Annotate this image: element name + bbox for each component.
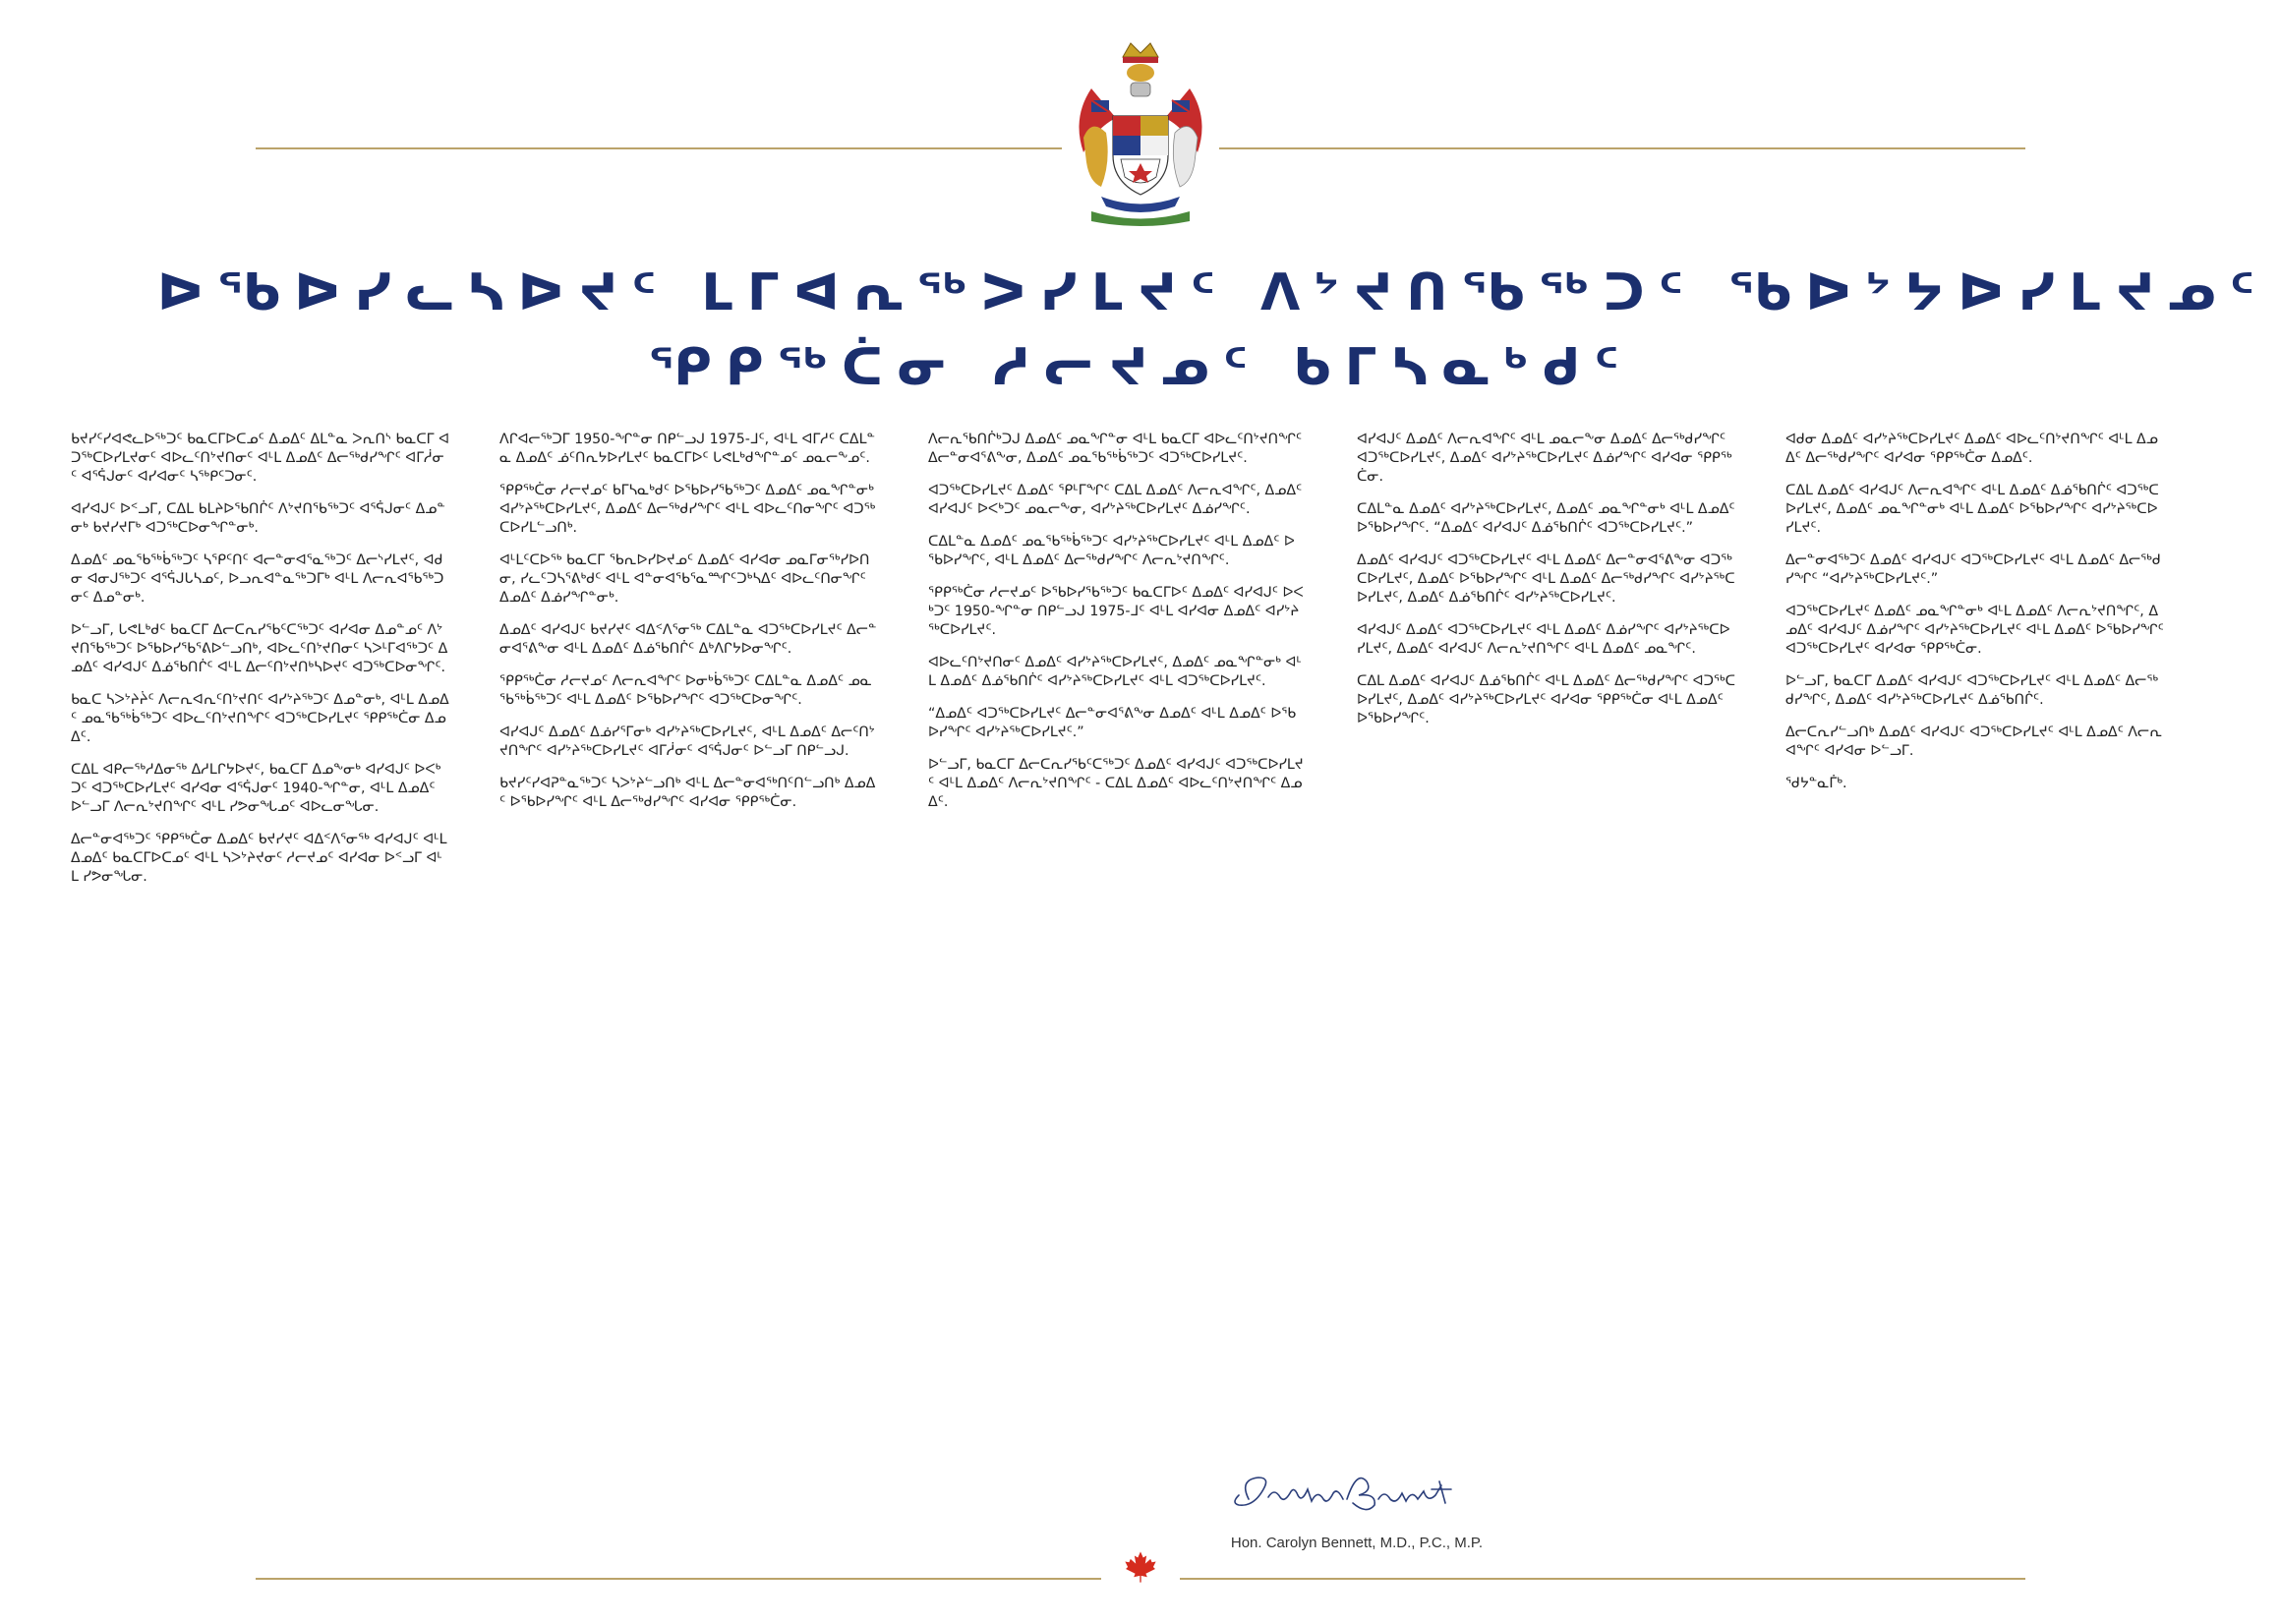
paragraph: ᐃᓕᓐᓂᐊᖅᑐᑦ ᐃᓄᐃᑦ ᐊᓯᐊᒍᑦ ᐊᑐᖅᑕᐅᓯᒪᔪᑦ ᐊᒻᒪ ᐃᓄᐃᑦ ᐃᓕᖅᑯᓯᖏᑦ “ᐊᓯᔾᔨᖅᑕᐅᓯᒪᔪᑦ.” <box>1785 552 2161 587</box>
paragraph: ᐃᓕᓐᓂᐊᖅᑐᑦ ᕿᑭᖅᑖᓂ ᐃᓄᐃᑦ ᑲᔪᓯᔪᑦ ᐊᐃᑉᐱᕐᓂᖅ ᐊᓯᐊᒍᑦ ᐊᒻᒪ ᐃᓄᐃᑦ ᑲᓇᑕᒥᐅᑕᓄᑦ ᐊᒻᒪ ᓴᐳᔾᔨᔪᓂᑦ ᓱᓕᔪᓄᑦ ᐊᓯᐊᓂ ᐅᑉᓗᒥ ᐊᒻᒪ ᓯᕗᓂᖓᓂ. <box>71 832 447 885</box>
text-column-1 <box>71 431 449 900</box>
paragraph: ᐱᒋᐊᓕᖅᑐᒥ 1950-ᖏᓐᓂ ᑎᑭᓪᓗᒍ 1975-ᒧᑦ, ᐊᒻᒪ ᐊᒥᓱᑦ ᑕᐃᒪᓐᓇ ᐃᓄᐃᑦ ᓅᑦᑎᕆᔭᐅᓯᒪᔪᑦ ᑲᓇᑕᒥᐅᑦ ᒐᕙᒪᒃᑯᖏᓐᓄᑦ ᓄᓇᓕᖕᓄᑦ. <box>499 432 875 466</box>
bottom-right-rule <box>1180 1578 2025 1580</box>
handwritten-signature <box>1209 1460 1504 1529</box>
paragraph: ᐊᓯᐊᒍᑦ ᐃᓄᐃᑦ ᐊᑐᖅᑕᐅᓯᒪᔪᑦ ᐊᒻᒪ ᐃᓄᐃᑦ ᐃᓅᓯᖏᑦ ᐊᓯᔾᔨᖅᑕᐅᓯᒪᔪᑦ, ᐃᓄᐃᑦ ᐊᓯᐊᒍᑦ ᐱᓕᕆᔾᔪᑎᖏᑦ ᐊᒻᒪ ᐃᓄᐃᑦ ᓄᓇᖏᑦ. <box>1357 622 1730 657</box>
paragraph: ᐃᓄᐃᑦ ᐊᓯᐊᒍᑦ ᑲᔪᓯᔪᑦ ᐊᐃᑉᐱᕐᓂᖅ ᑕᐃᒪᓐᓇ ᐊᑐᖅᑕᐅᓯᒪᔪᑦ ᐃᓕᓐᓂᐊᕐᕕᖕᓂ ᐊᒻᒪ ᐃᓄᐃᑦ ᐃᓅᖃᑎᒌᑦ ᐃᒃᐱᒋᔭᐅᓂᖏᑦ. <box>499 622 877 657</box>
page-title-line-1: ᐅᖃᐅᓯᓚᓴᐅᔪᑦ ᒪᒥᐊᕆᖅᐳᓯᒪᔪᑦ ᐱᔾᔪᑎᖃᖅᑐᑦ ᖃᐅᔾᔭᐅᓯᒪᔪᓄᑦ <box>157 263 2268 322</box>
paragraph: ᐅᓪᓗᒥ, ᒐᕙᒪᒃᑯᑦ ᑲᓇᑕᒥ ᐃᓕᑕᕆᓯᖃᑦᑕᖅᑐᑦ ᐊᓯᐊᓂ ᐃᓄᓐᓄᑦ ᐱᔾᔪᑎᖃᖅᑐᑦ ᐅᖃᐅᓯᖃᕐᕕᐅᓪᓗᑎᒃ, ᐊᐅᓚᑦᑎᔾᔪᑎᓂᑦ ᓴᐳᒻᒥᐊᖅᑐᑦ ᐃᓄᐃᑦ ᐊᓯᐊᒍᑦ ᐃᓅᖃᑎᒌᑦ ᐊᒻᒪ ᐃᓕᑦᑎᔾᔪᑎᒃᓴᐅᔪᑦ ᐊᑐᖅᑕᐅᓂᖏᑦ. <box>71 622 448 675</box>
top-right-rule <box>1219 147 2025 149</box>
paragraph: ᕿᑭᖅᑖᓂ ᓱᓕᔪᓄᑦ ᐱᓕᕆᐊᖏᑦ ᐅᓂᒃᑳᖅᑐᑦ ᑕᐃᒪᓐᓇ ᐃᓄᐃᑦ ᓄᓇᖃᖅᑳᖅᑐᑦ ᐊᒻᒪ ᐃᓄᐃᑦ ᐅᖃᐅᓯᖏᑦ ᐊᑐᖅᑕᐅᓂᖏᑦ. <box>499 673 872 708</box>
paragraph: ᑲᔪᓯᑦᓯᐊᕈᓐᓇᖅᑐᑦ ᓴᐳᔾᔨᓪᓗᑎᒃ ᐊᒻᒪ ᐃᓕᓐᓂᐊᖅᑎᑦᑎᓪᓗᑎᒃ ᐃᓄᐃᑦ ᐅᖃᐅᓯᖏᑦ ᐊᒻᒪ ᐃᓕᖅᑯᓯᖏᑦ ᐊᓯᐊᓂ ᕿᑭᖅᑖᓂ. <box>499 776 876 810</box>
statement-body <box>71 431 2214 1463</box>
page-title-line-2: ᕿᑭᖅᑖᓂ ᓱᓕᔪᓄᑦ ᑲᒥᓴᓇᒃᑯᑦ <box>648 338 1633 397</box>
paragraph: ᐱᓕᕆᖃᑎᒌᒃᑐᒍ ᐃᓄᐃᑦ ᓄᓇᖏᓐᓂ ᐊᒻᒪ ᑲᓇᑕᒥ ᐊᐅᓚᑦᑎᔾᔪᑎᖏᑦ ᐃᓕᓐᓂᐊᕐᕕᖕᓂ, ᐃᓄᐃᑦ ᓄᓇᖃᖅᑳᖅᑐᑦ ᐊᑐᖅᑕᐅᓯᒪᔪᑦ. <box>928 432 1303 466</box>
text-column-2 <box>499 431 878 826</box>
text-column-3 <box>928 431 1307 826</box>
royal-coat-of-arms-icon <box>1062 39 1219 231</box>
paragraph: ᑲᓇᑕ ᓴᐳᔾᔨᔩᑦ ᐱᓕᕆᐊᕆᑦᑎᔾᔪᑎᑦ ᐊᓯᔾᔨᖅᑐᑦ ᐃᓄᓐᓂᒃ, ᐊᒻᒪ ᐃᓄᐃᑦ ᓄᓇᖃᖅᑳᖅᑐᑦ ᐊᐅᓚᑦᑎᔾᔪᑎᖏᑦ ᐊᑐᖅᑕᐅᓯᒪᔪᑦ ᕿᑭᖅᑖᓂ ᐃᓄᐃᑦ. <box>71 692 449 745</box>
paragraph: ᐃᓄᐃᑦ ᐊᓯᐊᒍᑦ ᐊᑐᖅᑕᐅᓯᒪᔪᑦ ᐊᒻᒪ ᐃᓄᐃᑦ ᐃᓕᓐᓂᐊᕐᕕᖕᓂ ᐊᑐᖅᑕᐅᓯᒪᔪᑦ, ᐃᓄᐃᑦ ᐅᖃᐅᓯᖏᑦ ᐊᒻᒪ ᐃᓄᐃᑦ ᐃᓕᖅᑯᓯᖏᑦ ᐊᓯᔾᔨᖅᑕᐅᓯᒪᔪᑦ, ᐃᓄᐃᑦ ᐃᓅᖃᑎᒌᑦ ᐊᓯᔾᔨᖅᑕᐅᓯᒪᔪᑦ. <box>1357 552 1735 606</box>
signature-block <box>1199 1460 1514 1551</box>
paragraph: ᑕᐃᒪ ᐃᓄᐃᑦ ᐊᓯᐊᒍᑦ ᐱᓕᕆᐊᖏᑦ ᐊᒻᒪ ᐃᓄᐃᑦ ᐃᓅᖃᑎᒌᑦ ᐊᑐᖅᑕᐅᓯᒪᔪᑦ, ᐃᓄᐃᑦ ᓄᓇᖏᓐᓂᒃ ᐊᒻᒪ ᐃᓄᐃᑦ ᐅᖃᐅᓯᖏᑦ ᐊᓯᔾᔨᖅᑕᐅᓯᒪᔪᑦ. <box>1785 483 2159 536</box>
paragraph: ᐊᑯᓂ ᐃᓄᐃᑦ ᐊᓯᔾᔨᖅᑕᐅᓯᒪᔪᑦ ᐃᓄᐃᑦ ᐊᐅᓚᑦᑎᔾᔪᑎᖏᑦ ᐊᒻᒪ ᐃᓄᐃᑦ ᐃᓕᖅᑯᓯᖏᑦ ᐊᓯᐊᓂ ᕿᑭᖅᑖᓂ ᐃᓄᐃᑦ. <box>1785 432 2158 466</box>
paragraph: ᕿᑭᖅᑖᓂ ᓱᓕᔪᓄᑦ ᐅᖃᐅᓯᖃᖅᑐᑦ ᑲᓇᑕᒥᐅᑦ ᐃᓄᐃᑦ ᐊᓯᐊᒍᑦ ᐅᐸᒃᑐᑦ 1950-ᖏᓐᓂ ᑎᑭᓪᓗᒍ 1975-ᒧᑦ ᐊᒻᒪ ᐊᓯᐊᓂ ᐃᓄᐃᑦ ᐊᓯᔾᔨᖅᑕᐅᓯᒪᔪᑦ. <box>928 585 1304 638</box>
paragraph: ᐊᐅᓚᑦᑎᔾᔪᑎᓂᑦ ᐃᓄᐃᑦ ᐊᓯᔾᔨᖅᑕᐅᓯᒪᔪᑦ, ᐃᓄᐃᑦ ᓄᓇᖏᓐᓂᒃ ᐊᒻᒪ ᐃᓄᐃᑦ ᐃᓅᖃᑎᒌᑦ ᐊᓯᔾᔨᖅᑕᐅᓯᒪᔪᑦ ᐊᒻᒪ ᐊᑐᖅᑕᐅᓯᒪᔪᑦ. <box>928 655 1302 689</box>
paragraph: ᐊᑐᖅᑕᐅᓯᒪᔪᑦ ᐃᓄᐃᑦ ᕿᒻᒥᖏᑦ ᑕᐃᒪ ᐃᓄᐃᑦ ᐱᓕᕆᐊᖏᑦ, ᐃᓄᐃᑦ ᐊᓯᐊᒍᑦ ᐅᐸᒃᑐᑦ ᓄᓇᓕᖕᓂ, ᐊᓯᔾᔨᖅᑕᐅᓯᒪᔪᑦ ᐃᓅᓯᖏᑦ. <box>928 483 1303 517</box>
signer-name: Hon. Carolyn Bennett, M.D., P.C., M.P. <box>1230 1535 1484 1551</box>
top-left-rule <box>256 147 1062 149</box>
paragraph: ᐊᓯᐊᒍᑦ ᐃᓄᐃᑦ ᐱᓕᕆᐊᖏᑦ ᐊᒻᒪ ᓄᓇᓕᖕᓂ ᐃᓄᐃᑦ ᐃᓕᖅᑯᓯᖏᑦ ᐊᑐᖅᑕᐅᓯᒪᔪᑦ, ᐃᓄᐃᑦ ᐊᓯᔾᔨᖅᑕᐅᓯᒪᔪᑦ ᐃᓅᓯᖏᑦ ᐊᓯᐊᓂ ᕿᑭᖅᑖᓂ. <box>1357 432 1732 485</box>
paragraph: ᑲᔪᓯᑦᓯᐊᕙᓚᐅᖅᑐᑦ ᑲᓇᑕᒥᐅᑕᓄᑦ ᐃᓄᐃᑦ ᐃᒪᓐᓇ ᐳᕆᑎᔅ ᑲᓇᑕᒥ ᐊᑐᖅᑕᐅᓯᒪᔪᓂᑦ ᐊᐅᓚᑦᑎᔾᔪᑎᓂᑦ ᐊᒻᒪ ᐃᓄᐃᑦ ᐃᓕᖅᑯᓯᖏᑦ ᐊᒥᓲᓂᑦ ᐊᕐᕌᒍᓂᑦ ᐊᓯᐊᓂᑦ ᓴᖅᑭᑦᑐᓂᑦ. <box>71 432 450 485</box>
text-column-5 <box>1785 431 2164 807</box>
paragraph: ᐃᓄᐃᑦ ᓄᓇᖃᖅᑳᖅᑐᑦ ᓴᕿᑦᑎᑦ ᐊᓕᓐᓂᐊᕐᓇᖅᑐᑦ ᐃᓕᔅᓯᒪᔪᑦ, ᐊᑯᓂ ᐊᓂᒍᖅᑐᑦ ᐊᕐᕌᒍᒐᓴᓄᑦ, ᐅᓗᕆᐊᓐᓇᖅᑐᒥᒃ ᐊᒻᒪ ᐱᓕᕆᐊᖃᖅᑐᓂᑦ ᐃᓄᓐᓂᒃ. <box>71 552 444 606</box>
paragraph: ᐊᓯᐊᒍᑦ ᐃᓄᐃᑦ ᐃᓅᓯᕐᒥᓂᒃ ᐊᓯᔾᔨᖅᑕᐅᓯᒪᔪᑦ, ᐊᒻᒪ ᐃᓄᐃᑦ ᐃᓕᑦᑎᔾᔪᑎᖏᑦ ᐊᓯᔾᔨᖅᑕᐅᓯᒪᔪᑦ ᐊᒥᓲᓂᑦ ᐊᕐᕌᒍᓂᑦ ᐅᓪᓗᒥ ᑎᑭᓪᓗᒍ. <box>499 725 875 759</box>
paragraph: ᐊᒻᒪᑦᑕᐅᖅ ᑲᓇᑕᒥ ᖃᕆᐅᓯᐅᔪᓄᑦ ᐃᓄᐃᑦ ᐊᓯᐊᓂ ᓄᓇᒥᓂᖅᓯᐅᑎᓂ, ᓯᓚᑦᑐᓴᕐᕕᒃᑯᑦ ᐊᒻᒪ ᐊᓐᓂᐊᖃᕐᓇᙱᑦᑐᒃᓴᐃᑦ ᐊᐅᓚᑦᑎᓂᖏᑦ ᐃᓄᐃᑦ ᐃᓅᓯᖏᓐᓂᒃ. <box>499 552 870 606</box>
paragraph: ᐅᓪᓗᒥ, ᑲᓇᑕᒥ ᐃᓕᑕᕆᓯᖃᑦᑕᖅᑐᑦ ᐃᓄᐃᑦ ᐊᓯᐊᒍᑦ ᐊᑐᖅᑕᐅᓯᒪᔪᑦ ᐊᒻᒪ ᐃᓄᐃᑦ ᐱᓕᕆᔾᔪᑎᖏᑦ - ᑕᐃᒪ ᐃᓄᐃᑦ ᐊᐅᓚᑦᑎᔾᔪᑎᖏᑦ ᐃᓄᐃᑦ. <box>928 757 1304 810</box>
paragraph: ᑕᐃᒪ ᐃᓄᐃᑦ ᐊᓯᐊᒍᑦ ᐃᓅᖃᑎᒌᑦ ᐊᒻᒪ ᐃᓄᐃᑦ ᐃᓕᖅᑯᓯᖏᑦ ᐊᑐᖅᑕᐅᓯᒪᔪᑦ, ᐃᓄᐃᑦ ᐊᓯᔾᔨᖅᑕᐅᓯᒪᔪᑦ ᐊᓯᐊᓂ ᕿᑭᖅᑖᓂ ᐊᒻᒪ ᐃᓄᐃᑦ ᐅᖃᐅᓯᖏᑦ. <box>1357 673 1735 726</box>
closing-paragraph: ᖁᔭᓐᓇᒦᒃ. <box>1785 776 1847 791</box>
title-block <box>157 256 2268 405</box>
paragraph: ᐊᑐᖅᑕᐅᓯᒪᔪᑦ ᐃᓄᐃᑦ ᓄᓇᖏᓐᓂᒃ ᐊᒻᒪ ᐃᓄᐃᑦ ᐱᓕᕆᔾᔪᑎᖏᑦ, ᐃᓄᐃᑦ ᐊᓯᐊᒍᑦ ᐃᓅᓯᖏᑦ ᐊᓯᔾᔨᖅᑕᐅᓯᒪᔪᑦ ᐊᒻᒪ ᐃᓄᐃᑦ ᐅᖃᐅᓯᖏᑦ ᐊᑐᖅᑕᐅᓯᒪᔪᑦ ᐊᓯᐊᓂ ᕿᑭᖅᑖᓂ. <box>1785 604 2164 657</box>
paragraph: ᐃᓕᑕᕆᓯᓪᓗᑎᒃ ᐃᓄᐃᑦ ᐊᓯᐊᒍᑦ ᐊᑐᖅᑕᐅᓯᒪᔪᑦ ᐊᒻᒪ ᐃᓄᐃᑦ ᐱᓕᕆᐊᖏᑦ ᐊᓯᐊᓂ ᐅᓪᓗᒥ. <box>1785 725 2163 759</box>
paragraph: “ᐃᓄᐃᑦ ᐊᑐᖅᑕᐅᓯᒪᔪᑦ ᐃᓕᓐᓂᐊᕐᕕᖕᓂ ᐃᓄᐃᑦ ᐊᒻᒪ ᐃᓄᐃᑦ ᐅᖃᐅᓯᖏᑦ ᐊᓯᔾᔨᖅᑕᐅᓯᒪᔪᑦ.” <box>928 706 1297 740</box>
maple-leaf-icon <box>1124 1550 1157 1584</box>
paragraph: ᐅᓪᓗᒥ, ᑲᓇᑕᒥ ᐃᓄᐃᑦ ᐊᓯᐊᒍᑦ ᐊᑐᖅᑕᐅᓯᒪᔪᑦ ᐊᒻᒪ ᐃᓄᐃᑦ ᐃᓕᖅᑯᓯᖏᑦ, ᐃᓄᐃᑦ ᐊᓯᔾᔨᖅᑕᐅᓯᒪᔪᑦ ᐃᓅᖃᑎᒌᑦ. <box>1785 673 2159 708</box>
text-column-4 <box>1357 431 1735 742</box>
paragraph: ᑕᐃᒪᓐᓇ ᐃᓄᐃᑦ ᓄᓇᖃᖅᑳᖅᑐᑦ ᐊᓯᔾᔨᖅᑕᐅᓯᒪᔪᑦ ᐊᒻᒪ ᐃᓄᐃᑦ ᐅᖃᐅᓯᖏᑦ, ᐊᒻᒪ ᐃᓄᐃᑦ ᐃᓕᖅᑯᓯᖏᑦ ᐱᓕᕆᔾᔪᑎᖏᑦ. <box>928 534 1295 568</box>
paragraph: ᕿᑭᖅᑖᓂ ᓱᓕᔪᓄᑦ ᑲᒥᓴᓇᒃᑯᑦ ᐅᖃᐅᓯᖃᖅᑐᑦ ᐃᓄᐃᑦ ᓄᓇᖏᓐᓂᒃ ᐊᓯᔾᔨᖅᑕᐅᓯᒪᔪᑦ, ᐃᓄᐃᑦ ᐃᓕᖅᑯᓯᖏᑦ ᐊᒻᒪ ᐊᐅᓚᑦᑎᓂᖏᑦ ᐊᑐᖅᑕᐅᓯᒪᓪᓗᑎᒃ. <box>499 483 876 536</box>
paragraph: ᐊᓯᐊᒍᑦ ᐅᑉᓗᒥ, ᑕᐃᒪ ᑲᒪᔨᐅᖃᑎᒌᑦ ᐱᔾᔪᑎᖃᖅᑐᑦ ᐊᕐᕌᒍᓂᑦ ᐃᓄᓐᓂᒃ ᑲᔪᓯᔪᒥᒃ ᐊᑐᖅᑕᐅᓂᖏᓐᓂᒃ. <box>71 501 445 536</box>
paragraph: ᑕᐃᒪ ᐊᑭᓕᖅᓱᐃᓂᖅ ᐃᓱᒪᒋᔭᐅᔪᑦ, ᑲᓇᑕᒥ ᐃᓄᖕᓂᒃ ᐊᓯᐊᒍᑦ ᐅᐸᒃᑐᑦ ᐊᑐᖅᑕᐅᓯᒪᔪᑦ ᐊᓯᐊᓂ ᐊᕐᕌᒍᓂᑦ 1940-ᖏᓐᓂ, ᐊᒻᒪ ᐃᓄᐃᑦ ᐅᓪᓗᒥ ᐱᓕᕆᔾᔪᑎᖏᑦ ᐊᒻᒪ ᓯᕗᓂᖓᓄᑦ ᐊᐅᓚᓂᖓᓂ. <box>71 762 441 815</box>
paragraph: ᑕᐃᒪᓐᓇ ᐃᓄᐃᑦ ᐊᓯᔾᔨᖅᑕᐅᓯᒪᔪᑦ, ᐃᓄᐃᑦ ᓄᓇᖏᓐᓂᒃ ᐊᒻᒪ ᐃᓄᐃᑦ ᐅᖃᐅᓯᖏᑦ. “ᐃᓄᐃᑦ ᐊᓯᐊᒍᑦ ᐃᓅᖃᑎᒌᑦ ᐊᑐᖅᑕᐅᓯᒪᔪᑦ.” <box>1357 501 1735 536</box>
bottom-left-rule <box>256 1578 1101 1580</box>
